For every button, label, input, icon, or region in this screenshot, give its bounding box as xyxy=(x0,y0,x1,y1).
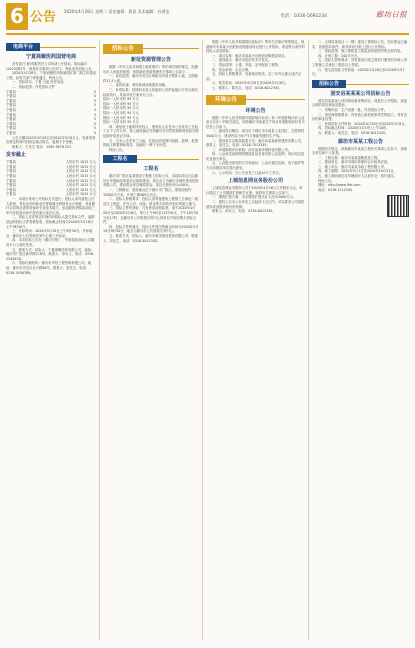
table-row: 宁夏局 5 xyxy=(6,94,96,99)
paragraph: 四、本次招标公告在《廊坊日报》、中国招标投标公共服务平台上同时发布。 xyxy=(6,238,95,247)
table-row: 宁夏局 人民币约 1015 万元 xyxy=(6,174,96,179)
paragraph: 一、建设项目概况：项目位于廊坊市永清县工业园区，总投资约5000万元，建设内容为年产5万吨新型建材生产线。 xyxy=(206,129,305,138)
paragraph: 一、工程概况：建设地点位于廊坊市广阳区，建筑面积约32000平方米，计划工期365日历天。 xyxy=(103,188,192,197)
masthead-logo: 廊坊日报 xyxy=(375,10,407,19)
paragraph: 公告日期2020年4月28日至2020年5月8日止，有意者请在规定时间内到指定地点报名，逾期不予受理。 xyxy=(6,135,96,145)
paragraph: 二、投标人应在规定时间内向招标人提交投标文件，逾期送达的投标文件将被拒收。投标截止时间为2020年5月18日上午9时30分。 xyxy=(6,215,95,229)
paragraph: 五、联系方式：招标人：廊坊市城市建设投资有限公司，联系人：刘先生，电话：0316-5012345。 xyxy=(103,234,199,243)
paragraph: 四、施工期限：2020年5月1日至2020年10月31日。 xyxy=(318,169,397,174)
table-row: 宁夏局 5 xyxy=(6,117,96,122)
column-4 xyxy=(312,40,409,642)
table-row: 宁夏局 人民币约 1015 万元 xyxy=(6,178,96,183)
paragraph: 根据《中华人民共和国环境影响评价法》和《环境影响评价公众参与办法》的相关规定，现将廊坊市某某生产项目环境影响评价有关信息公告如下。 xyxy=(206,115,305,129)
paragraph: 四、被征收土地的所有权人、使用权人应在本公告发布之日起十五个工作日内，持土地权属证书到廊坊市自然资源和规划局办理征地补偿登记手续。 xyxy=(103,124,199,138)
paragraph: 廊坊市广阳区某某建设工程施工招标公告，本招标项目已由廊坊市发展和改革委员会批准建设，项目业主为廊坊市城市建设投资有限公司，建设资金来自财政资金，项目出资比例为100%。 xyxy=(103,174,199,188)
list-item: 招标一人民币约 95 万元 xyxy=(103,97,139,102)
paragraph: 根据《中华人民共和国招标投标法》等有关法律法规的规定，现就廊坊市某某小区配套设施建设项目进行公开招标，欢迎符合条件的投标人参加投标。 xyxy=(206,40,305,54)
qr-code-icon xyxy=(387,195,409,217)
paragraph: 根据有关规定，现将廊坊市某某工程有关事项公告如下，请相关单位和个人知悉。 xyxy=(312,146,408,156)
paragraph: 特此公告。 xyxy=(109,147,126,152)
header-rule xyxy=(6,33,409,35)
paragraph: 三、环境影响评价机构：河北某某环境科技有限公司。 xyxy=(212,147,292,152)
paragraph: 三、招标文件的获取：凡有意参加投标者，请于2020年4月28日至2020年5月6日，每日上午9时至11时30分，下午14时30分至17时，在廊坊市公共资源交易中心持单位介绍信购买招标文件。 xyxy=(103,206,199,225)
paragraph: 二、建设地点：廊坊市经济技术开发区。 xyxy=(212,58,272,63)
section-band xyxy=(6,43,96,51)
table-row: 宁夏局 5 xyxy=(6,107,96,112)
table-row: 宁夏局 人民币约 1015 万元 xyxy=(6,164,96,169)
section-title: 公告 xyxy=(30,10,57,25)
section-band-label: 招标公告 xyxy=(312,80,346,88)
column-divider xyxy=(308,40,309,640)
section-band-label: 工程名 xyxy=(103,155,137,163)
paragraph: 五、公众提出意见的方式和途径：公众可通过信函、电子邮件等方式向建设单位提出意见。 xyxy=(206,161,305,171)
table-row: 宁夏局 5 xyxy=(6,89,96,94)
paragraph: 二、大城县某项目（一期）建设工程招标公告，项目资金已落实，具备招标条件，现对该项目施工进行公开招标。 xyxy=(312,40,408,49)
section-band xyxy=(206,95,305,105)
contact-phone: 电话：0316-2112345 xyxy=(318,187,353,192)
paragraph: 联系人：王先生 电话：1365 9876 321 xyxy=(12,144,72,149)
table-row: 宁夏局 5 xyxy=(6,121,96,126)
subsection-title: 发布截止 xyxy=(6,152,27,159)
article-title: 固安县某某某公司招标公告 xyxy=(330,90,391,97)
paragraph: 五、施工期间请过往车辆和行人注意安全，绕行通过。 xyxy=(318,174,398,179)
table-row: 宁夏局 人民币约 1015 万元 xyxy=(6,160,96,165)
table-row: 宁夏局 5 xyxy=(6,130,96,135)
table-row: 宁夏局 人民币约 1015 万元 xyxy=(6,169,96,174)
paragraph: 一、招标项目：宁夏 日起 医疗用品 xyxy=(12,80,64,85)
paragraph: 三、获取招标文件时间：2020年4月28日至2020年5月8日。 xyxy=(318,121,408,126)
page-number: 6 xyxy=(6,3,28,30)
paragraph: 二、投标人资格要求：投标人须具备建筑工程施工总承包二级及以上资质，并在人员、设备、资金等方面具有相应的施工能力。 xyxy=(103,197,199,206)
table-row: 宁夏局 5 xyxy=(6,98,96,103)
column-1 xyxy=(6,40,96,642)
paragraph: 六、招标代理机构：廊坊市华信工程咨询有限公司，地址：廊坊市安次区永兴路88号，联系人：张先生，电话：0316-3456789。 xyxy=(6,261,92,275)
table-row: 宁夏局 5 xyxy=(6,126,96,131)
website-link[interactable]: 网址：http://www.lfrb.com xyxy=(318,183,361,188)
paragraph: 三、招标范围：土建、安装、室外配套工程等。 xyxy=(212,62,282,67)
list-item: 招标一人民币约 95 万元 xyxy=(103,120,139,125)
paragraph: 五、投标人资格要求：具备相应资质，近三年内无重大违法记录。 xyxy=(206,72,302,81)
article-title: 上城信息网业务股份公司 xyxy=(227,178,283,185)
column-2 xyxy=(103,40,199,642)
paragraph: 三、补偿标准：按照河北省人民政府公布的征地区片综合地价标准执行，具体补偿方案另行公告。 xyxy=(103,87,199,97)
paragraph: 一、征收范围：廊坊市安次区杨税务乡部分集体土地，总面积约12.5公顷。 xyxy=(103,74,199,83)
paragraph: 二、建设单位名称及联系方式：廊坊市某某新型建材有限公司，联系人：赵先生，电话：0316-7012345。 xyxy=(206,138,305,148)
list-item: 招标一人民币约 95 万元 xyxy=(103,106,139,111)
article-title: 环境公告 xyxy=(245,107,266,114)
section-band xyxy=(103,155,199,163)
data-table xyxy=(6,160,96,197)
paragraph: 二、建设单位：廊坊市城市管理综合行政执法局。 xyxy=(318,160,391,165)
paragraph: 一、增资扩股方案：本次增资扩股共计人民币3000万元。 xyxy=(212,195,297,200)
paragraph: 六、公示时间：自公告发布之日起10个工作日。 xyxy=(212,170,283,175)
paragraph: 固安县某某某公司所需设备采购项目，现进行公开招标，欢迎合格的供应商参加投标。 xyxy=(312,98,408,108)
section-band-label: 招标公告 xyxy=(103,44,143,54)
date-info: 2020年4月28日 星期二 责任编辑：葛思 美术编辑：孙勇忠 xyxy=(64,9,170,14)
table-row: 宁夏局 5 xyxy=(6,103,96,108)
section-band xyxy=(312,80,409,88)
paragraph: 根据《中华人民共和国土地管理法》等法律法规的规定，经廊坊市人民政府批准，现将新征资源管理有关事项公告如下。 xyxy=(103,65,199,74)
column-divider xyxy=(99,40,100,640)
paragraph: 五、联系人：周先生，电话：0316-9012345。 xyxy=(318,130,389,135)
article-title: 廊坊市某某工程公告 xyxy=(337,138,383,145)
paragraph: 四、计划工期：240日历天。 xyxy=(318,53,361,58)
list-item: 招标一人民币约 95 万元 xyxy=(103,110,139,115)
list-item: 招标一人民币约 95 万元 xyxy=(103,101,139,106)
paragraph: 二、招标范围：详见招标文件 xyxy=(12,84,55,89)
article-title: 新征资源管理公告 xyxy=(130,57,171,63)
article-title: 宁夏商聚医药国营电商 xyxy=(25,54,76,60)
paragraph: 三、招标范围：施工图纸及工程量清单范围内的全部内容。 xyxy=(318,49,404,54)
paragraph: 特此公告。 xyxy=(318,178,335,183)
table-row: 宁夏局 人民币约 1015 万元 xyxy=(6,192,96,197)
paragraph: 二、征收用途：城市基础设施建设用地。 xyxy=(109,83,169,88)
table-row: 宁夏局 人民币约 1015 万元 xyxy=(6,187,96,192)
section-band-label: 环境公告 xyxy=(206,95,246,105)
section-band xyxy=(103,44,199,54)
paragraph: 七、联系人：陈先生，电话：0316-6012345。 xyxy=(212,85,283,90)
paragraph: 四、投标文件的递交：投标文件递交的截止时间为2020年5月19日9时30分，地点为廊坊市公共资源交易中心。 xyxy=(103,224,199,234)
table-row: 宁夏局 5 xyxy=(6,112,96,117)
paragraph: 联系人：孙女士，电话：0316-8012345。 xyxy=(212,209,276,214)
paragraph: 一、本项目采用公开招标方式进行，投标人须具备独立法人资格，具有良好的商业信誉和健全的财务会计制度，具有履行合同所必需的设备和专业技术能力，参加政府采购活动前三年内在经营活动中没有重大违法记录。 xyxy=(6,197,96,215)
paragraph: 四、资金来源：企业自筹。 xyxy=(212,67,252,72)
page-header xyxy=(0,0,415,38)
paragraph: 五、联系方式：招标人：宁夏商聚医药有限公司，地址：廊坊市广阳区新华路116号，联系人：李女士，电话：0316-2345678。 xyxy=(6,247,95,261)
paragraph: 2020年4月28日，宁夏商聚医药物流园区第二期主体建设工程，经有关部门审批通过，特此公告。 xyxy=(6,71,96,80)
bid-list xyxy=(103,97,199,125)
table-row: 宁夏局 人民币约 1015 万元 xyxy=(6,183,96,188)
paragraph: 一、项目名称：廊坊市某某小区配套设施建设项目。 xyxy=(212,53,288,58)
paragraph: 三、开标时间：2020年5月18日上午9时30分，开标地点：廊坊市公共资源交易中心第三开标室。 xyxy=(6,229,93,238)
paragraph: 三、施工单位：廊坊市某某市政工程有限公司。 xyxy=(318,164,388,169)
hotline: 电话：0316-5691234 xyxy=(280,14,327,19)
paragraph: 二、债权人自本公告发布之日起四十五日内，可以要求公司清偿债务或者提供相应的担保。 xyxy=(206,200,305,209)
paragraph: 四、公众意见表的网络链接及征求意见的公众范围：项目周边居民及相关单位。 xyxy=(206,152,305,161)
paragraph: 六、报名及招标文件获取：2020年4月28日至2020年5月7日。 xyxy=(312,67,405,77)
paragraph: 首先拟(宁夏)有限责任公司申请公开招标，招标编号(2020)第2号，现将有关事项公告如下，特此发布招标公告。 xyxy=(6,62,95,71)
column-divider xyxy=(202,40,203,640)
paragraph: 五、自本公告发布之日起，在拟征收范围内抢栽、抢种、抢建的地上附着物和青苗，征地时一律不予补偿。 xyxy=(103,138,199,148)
list-item: 招标一人民币约 95 万元 xyxy=(103,115,139,120)
article-title: 工程名 xyxy=(143,166,159,173)
column-3 xyxy=(206,40,305,642)
paragraph: 一、采购内容：生产设备一批，详见招标文件。 xyxy=(318,107,388,112)
data-table xyxy=(6,90,96,136)
paragraph: 四、投标截止时间：2020年5月19日上午10时。 xyxy=(318,126,390,131)
paragraph: 六、报名时间：2020年4月28日至2020年5月8日。 xyxy=(212,81,289,86)
section-band-label: 电商平台 xyxy=(6,43,40,51)
paragraph: 一、工程名称：廊坊市某某道路改造工程。 xyxy=(318,155,381,160)
paragraph: 二、供应商资格要求：具有独立承担民事责任的能力，具有良好的商业信誉。 xyxy=(312,112,408,122)
paragraph: 五、投标人资格要求：具有建设行政主管部门颁发的市政公用工程施工总承包三级及以上资质。 xyxy=(312,58,408,67)
paragraph: 上城信息网业务股份公司于2020年4月28日召开股东大会，审议通过了公司增资扩股相关议案，现将有关事项公告如下。 xyxy=(206,186,303,195)
